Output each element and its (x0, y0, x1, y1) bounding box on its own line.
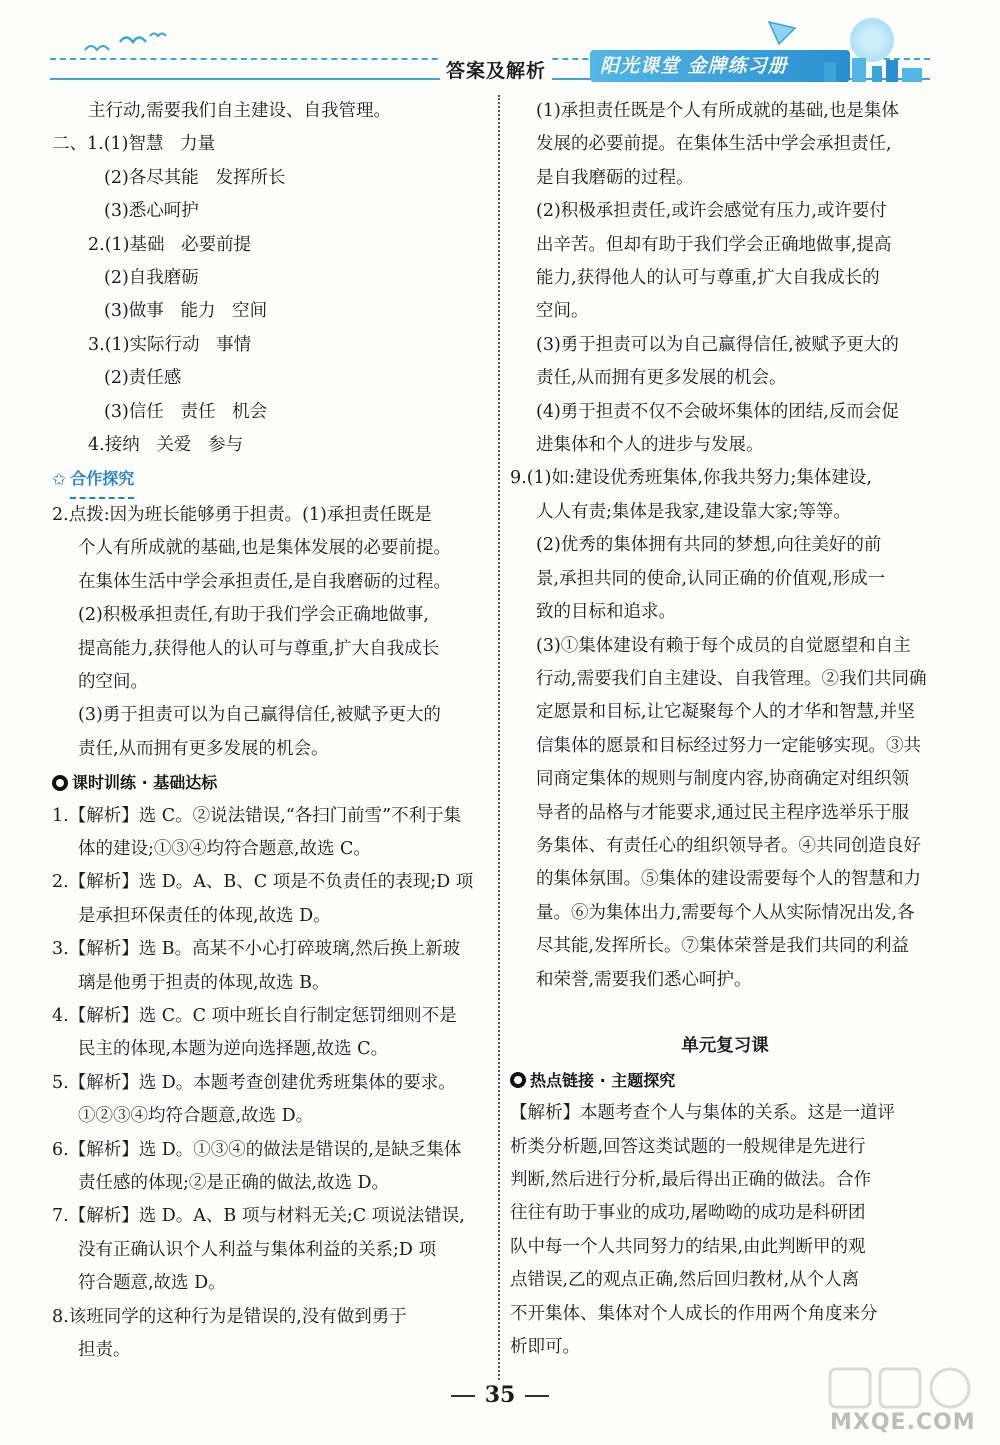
text-line: 行动,需要我们自主建设、自我管理。②我们共同确 (536, 668, 927, 689)
text-line: (2)优秀的集体拥有共同的梦想,向往美好的前 (536, 535, 882, 556)
spacer (510, 997, 940, 1030)
text-line: (1)承担责任既是个人有所成就的基础,也是集体 (536, 101, 899, 121)
bullet-circle-icon (52, 775, 68, 791)
text-line: 2.(1)基础 必要前提 (88, 234, 252, 255)
text-line: (3)做事 能力 空间 (104, 301, 268, 322)
text-line: 体的建设;①③④均符合题意,故选 C。 (78, 838, 371, 859)
text-line: 的集体氛围。⑤集体的建设需要每个人的智慧和力 (536, 869, 921, 890)
text-line: 【解析】本题考查个人与集体的关系。这是一道评 (510, 1103, 895, 1124)
section-hot-topics (510, 1064, 940, 1097)
text-line: 2.【解析】选 D。A、B、C 项是不负责任的表现;D 项 (52, 872, 474, 893)
text-line: 7.【解析】选 D。A、B 项与材料无关;C 项说法错误, (52, 1206, 465, 1227)
text-line: (3)勇于担责可以为自己赢得信任,被赋予更大的 (78, 705, 441, 726)
text-line: 责任,从而拥有更多发展的机会。 (78, 738, 329, 759)
text-line: (3)信任 责任 机会 (104, 401, 268, 422)
text-line: ①②③④均符合题意,故选 D。 (78, 1106, 314, 1127)
text-line: 责任感的体现;②是正确的做法,故选 D。 (78, 1173, 390, 1193)
skyline-icon (820, 44, 930, 82)
page-number (420, 1382, 580, 1408)
text-line: 尽其能,发挥所长。⑦集体荣誉是我们共同的利益 (536, 936, 910, 957)
unit-title: 单元复习课 (681, 1036, 769, 1057)
left-column (52, 95, 492, 1367)
section-label: 热点链接 · 主题探究 (530, 1070, 676, 1090)
star-icon: ✩ (52, 469, 67, 490)
text-line: 点错误,乙的观点正确,然后回归教材,从个人离 (510, 1270, 860, 1291)
bullet-circle-icon (510, 1072, 526, 1088)
text-line: 发展的必要前提。在集体生活中学会承担责任, (536, 134, 892, 155)
text-line: 1.【解析】选 C。②说法错误,“各扫门前雪”不利于集 (52, 805, 462, 826)
text-line: 导者的品格与才能要求,通过民主程序选举乐于服 (536, 802, 910, 823)
text-line: 主行动,需要我们自主建设、自我管理。 (88, 101, 392, 121)
text-line: 2.点拨:因为班长能够勇于担责。(1)承担责任既是 (52, 504, 432, 525)
text-line: 民主的体现,本题为逆向选择题,故选 C。 (78, 1039, 389, 1060)
text-line: 队中每一个人共同努力的结果,由此判断甲的观 (510, 1236, 866, 1257)
text-line: (3)①集体建设有赖于每个成员的自觉愿望和自主 (536, 635, 911, 656)
text-line: (2)各尽其能 发挥所长 (104, 167, 286, 188)
text-line: 没有正确认识个人利益与集体利益的关系;D 项 (78, 1239, 436, 1260)
dash-left (451, 1395, 475, 1397)
text-line: (2)积极承担责任,有助于我们学会正确地做事, (78, 605, 429, 626)
text-line: (3)勇于担责可以为自己赢得信任,被赋予更大的 (536, 334, 899, 355)
text-line: 能力,获得他人的认可与尊重,扩大自我成长的 (536, 268, 880, 289)
right-column (510, 95, 940, 1364)
text-line: (2)自我磨砺 (104, 268, 199, 289)
text-line: 符合题意,故选 D。 (78, 1273, 226, 1294)
text-line: 进集体和个人的进步与发展。 (536, 435, 764, 456)
text-line: 璃是他勇于担责的体现,故选 B。 (78, 972, 330, 993)
text-line: 担责。 (78, 1340, 131, 1361)
text-line: 4.【解析】选 C。C 项中班长自行制定惩罚细则不是 (52, 1005, 457, 1026)
kite-icon (765, 18, 805, 48)
text-line: (4)勇于担责不仅不会破坏集体的团结,反而会促 (536, 401, 899, 422)
text-line: 3.(1)实际行动 事情 (88, 334, 252, 355)
watermark-text: MXQE.COM (830, 1410, 976, 1435)
text-line: 二、1.(1)智慧 力量 (52, 134, 216, 155)
text-line: 致的目标和追求。 (536, 602, 676, 623)
page-header (0, 0, 1000, 90)
text-line: 4.接纳 关爱 参与 (88, 435, 244, 456)
text-line: 人人有责;集体是我家,建设靠大家;等等。 (536, 501, 851, 522)
text-line: (2)积极承担责任,或许会感觉有压力,或许要付 (536, 201, 887, 222)
text-line: 出辛苦。但却有助于我们学会正确地做事,提高 (536, 234, 892, 255)
text-line: 和荣誉,需要我们悉心呵护。 (536, 969, 752, 990)
text-line: 量。⑥为集体出力,需要每个人从实际情况出发,各 (536, 902, 915, 923)
text-line: 信集体的愿景和目标经过努力一定能够实现。③共 (536, 735, 921, 756)
text-line: 的空间。 (78, 671, 148, 692)
text-line: 判断,然后进行分析,最后得出正确的做法。合作 (510, 1169, 872, 1190)
text-line: 不开集体、集体对个人成长的作用两个角度来分 (510, 1303, 878, 1324)
birds-icon (80, 30, 170, 60)
text-line: 个人有所成就的基础,也是集体发展的必要前提。 (78, 538, 452, 559)
text-line: (2)责任感 (104, 368, 182, 389)
section-lesson-training (52, 766, 492, 799)
brand-banner: 阳光课堂 金牌练习册 (590, 50, 850, 82)
text-line: 6.【解析】选 D。①③④的做法是错误的,是缺乏集体 (52, 1139, 462, 1160)
text-line: 提高能力,获得他人的认可与尊重,扩大自我成长 (78, 638, 440, 659)
text-line: 3.【解析】选 B。高某不小心打碎玻璃,然后换上新玻 (52, 939, 461, 960)
text-line: 同商定集体的规则与制度内容,协商确定对组织领 (536, 769, 910, 790)
text-line: 析即可。 (510, 1337, 580, 1358)
section-label: 课时训练 · 基础达标 (72, 773, 218, 793)
text-line: 责任,从而拥有更多发展的机会。 (536, 368, 787, 389)
text-line: 8.该班同学的这种行为是错误的,没有做到勇于 (52, 1306, 407, 1327)
text-line: (3)悉心呵护 (104, 201, 199, 222)
text-line: 务集体、有责任心的组织领导者。④共同创造良好 (536, 835, 921, 856)
column-divider (498, 95, 500, 1380)
section-label: 合作探究 (70, 462, 134, 498)
header-title: 答案及解析 (440, 56, 552, 83)
text-line: 是自我磨砺的过程。 (536, 167, 694, 188)
dash-right (525, 1395, 549, 1397)
section-cooperative-inquiry (52, 462, 492, 498)
text-line: 景,承担共同的使命,认同正确的价值观,形成一 (536, 568, 886, 589)
text-line: 5.【解析】选 D。本题考查创建优秀班集体的要求。 (52, 1072, 456, 1093)
text-line: 9.(1)如:建设优秀班集体,你我共努力;集体建设, (510, 468, 872, 489)
text-line: 空间。 (536, 301, 589, 322)
page-number-text: 35 (484, 1382, 516, 1408)
text-line: 往往有助于事业的成功,屠呦呦的成功是科研团 (510, 1203, 866, 1224)
text-line: 在集体生活中学会承担责任,是自我磨砺的过程。 (78, 571, 452, 592)
text-line: 是承担环保责任的体现,故选 D。 (78, 905, 331, 926)
text-line: 定愿景和目标,让它凝聚每个人的才华和智慧,并坚 (536, 702, 915, 723)
text-line: 析类分析题,回答这类试题的一般规律是先进行 (510, 1136, 866, 1157)
